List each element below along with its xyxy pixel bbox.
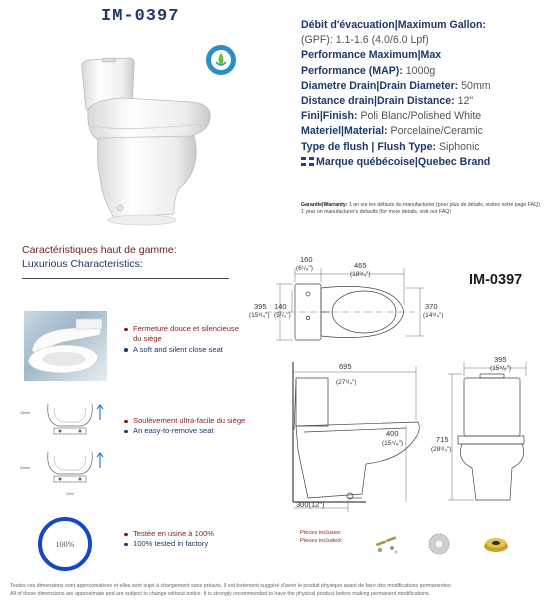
dim-left-395: 395 — [254, 302, 267, 311]
warranty-text-en: 1 year on manufacturer's defaults (for more details, visit our FAQ) — [301, 209, 452, 216]
dim-left-395-in: (15³/₄") — [249, 312, 270, 319]
feature-1-fr: Fermeture douce et silencieuse du siège — [123, 324, 243, 345]
warranty-text-fr: 1 an sur les défauts du manufacturier (pour plus de détails, visitez notre page FAQ) — [347, 202, 540, 208]
feature-tested — [123, 529, 247, 550]
spec-brand-label: Marque québécoise|Quebec Brand — [316, 155, 491, 168]
seal-ring-icon — [424, 532, 454, 556]
feature-soft-close — [123, 324, 243, 355]
warranty-label: Garantie|Warranty: — [301, 202, 348, 208]
seat-removal-sketch-1 — [20, 400, 110, 440]
dim-side-len-in: (27³/₄") — [336, 379, 357, 386]
tested-100-badge: 100% — [38, 517, 92, 571]
dim-front-715: 715 — [436, 435, 449, 444]
dim-side-400: 400 — [386, 429, 399, 438]
spec-material-label: Materiel|Material: — [301, 125, 388, 138]
characteristics-title-fr: Caractéristiques haut de gamme: — [22, 244, 177, 256]
dim-left-140-in: (5¹/₂") — [274, 312, 291, 319]
front-view-drawing — [448, 362, 526, 500]
sketch-label-c: 12ml — [66, 492, 74, 496]
drawing-model-title: IM-0397 — [469, 272, 523, 288]
top-view-drawing — [266, 268, 424, 340]
pieces-label-fr: Pièces incluses: — [300, 530, 342, 536]
divider — [22, 278, 229, 279]
feature-3-en: 100% tested in factory — [123, 539, 247, 549]
dim-right-370-in: (14³/₄") — [423, 312, 444, 319]
dim-front-395-in: (15⁵/₈") — [490, 365, 512, 372]
watersense-badge-icon — [205, 44, 237, 76]
spec-flush-label: Type de flush | Flush Type: — [301, 140, 437, 153]
spec-finish-label: Fini|Finish: — [301, 110, 358, 123]
dim-side-len: 695 — [339, 362, 352, 371]
spec-flow-label: Débit d'évacuation|Maximum Gallon: — [301, 19, 487, 31]
spec-perf-value: 1000g — [402, 64, 436, 77]
spec-finish-value: Poli Blanc/Polished White — [357, 110, 482, 123]
spec-drain-diameter-label: Diametre Drain|Drain Diameter: — [301, 79, 459, 92]
spec-material-value: Porcelaine/Ceramic — [387, 125, 483, 138]
dim-side-400-in: (15⁵/₈") — [382, 440, 404, 447]
feature-3-fr: Testée en usine à 100% — [123, 529, 247, 539]
sketch-label-b: 24mm — [20, 466, 30, 470]
dim-front-715-in: (28³/₄") — [431, 446, 452, 453]
spec-drain-distance-value: 12" — [454, 95, 474, 108]
technical-drawings — [236, 250, 547, 515]
feature-1-en: A soft and silent close seat — [123, 345, 243, 355]
dim-top-width-in: (6¹/₈") — [296, 265, 313, 272]
bolts-icon — [372, 532, 402, 556]
footer-disclaimer — [10, 582, 540, 598]
warranty-note — [301, 202, 541, 217]
soft-close-seat-photo — [24, 311, 107, 381]
feature-2-fr: Soulèvement ultra-facile du siège — [123, 416, 247, 426]
dim-top-len: 465 — [354, 261, 367, 270]
spec-list — [301, 18, 543, 170]
spec-perf-label-1: Performance Maximum|Max — [301, 49, 442, 62]
feature-easy-remove — [123, 416, 247, 437]
spec-flush-value: Siphonic — [436, 140, 480, 153]
wax-ring-icon — [481, 532, 511, 556]
quebec-flag-icon — [301, 157, 314, 166]
pieces-label-en: Pieces included: — [300, 538, 343, 544]
seat-removal-sketch-2 — [20, 448, 110, 488]
feature-2-en: An easy-to-remove seat — [123, 426, 247, 436]
dim-top-len-in: (18³/₄") — [350, 271, 371, 278]
pieces-included — [300, 529, 342, 545]
characteristics-title-en: Luxurious Characteristics: — [22, 258, 143, 270]
spec-drain-distance-label: Distance drain|Drain Distance: — [301, 95, 455, 108]
spec-perf-label-2: Performance (MAP): — [301, 64, 403, 77]
dim-right-370: 370 — [425, 302, 438, 311]
dim-front-395: 395 — [494, 355, 507, 364]
spec-drain-diameter-value: 50mm — [458, 79, 491, 92]
sketch-label-a: 15mm — [20, 411, 30, 415]
spec-flow-value: (GPF): 1.1-1.6 (4.0/6.0 Lpf) — [301, 34, 429, 47]
footer-fr: Toutes ces dimensions sont approximatives et elles sont sujet à changement sans préavis. Il est fortement suggéré d'avoir le produit physique avant de faire des modifications permanentes. — [10, 583, 453, 589]
footer-en: All of those dimensions are approximate and are subject to change without notice. It is strongly recommended to have the physical product before making permanent modifications. — [10, 591, 431, 597]
dim-left-140: 140 — [274, 302, 287, 311]
dim-top-width: 160 — [300, 255, 313, 264]
dim-side-300: 300(12") — [296, 500, 325, 509]
model-title: IM-0397 — [101, 7, 180, 26]
